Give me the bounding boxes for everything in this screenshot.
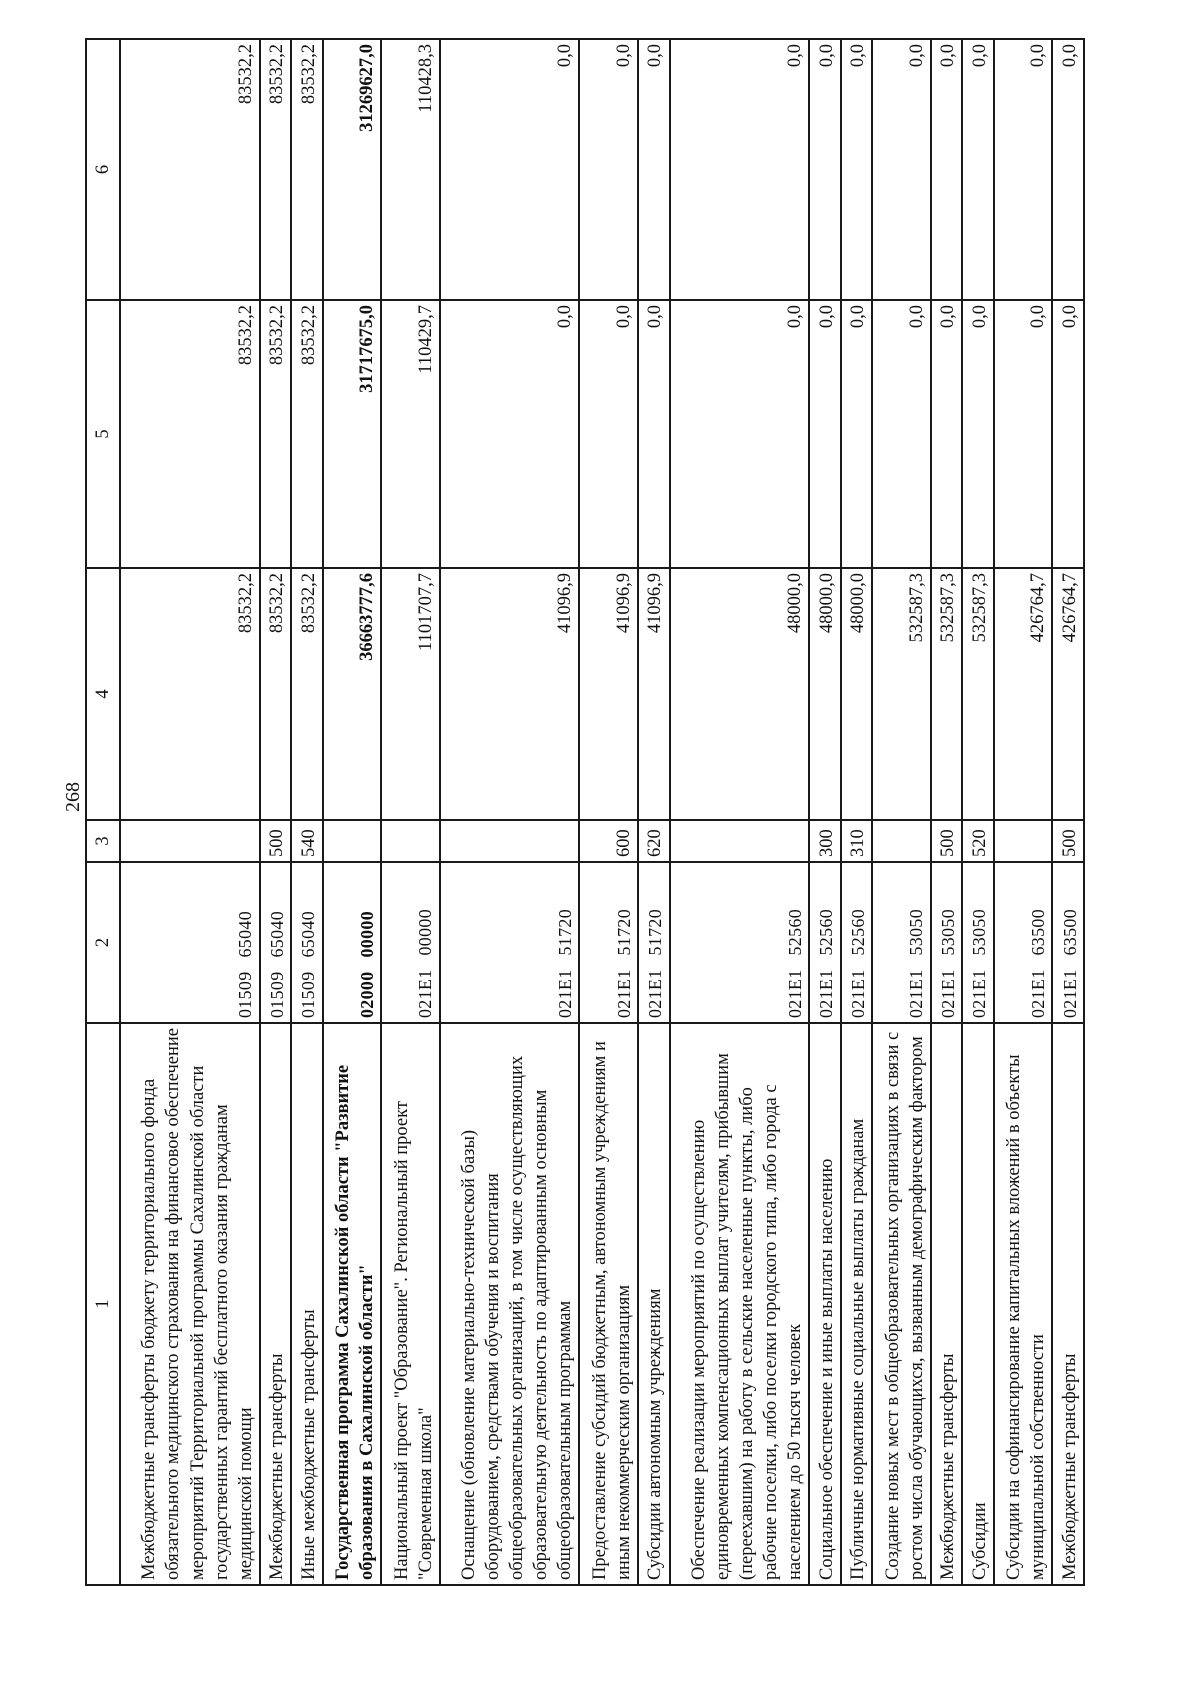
value-col-6: 0,0: [872, 39, 931, 300]
program-code: 01509: [298, 971, 319, 1018]
value-col-6: 0,0: [809, 39, 841, 300]
rotated-table-container: [85, 40, 1085, 1586]
program-code: 021E1: [613, 969, 634, 1018]
direction-code: 53050: [937, 909, 958, 956]
value-col-6: 0,0: [1052, 39, 1084, 300]
expense-type-code: [120, 820, 260, 862]
table-row: [809, 39, 841, 1585]
row-name: Межбюджетные трансферты: [260, 1023, 292, 1585]
program-code: 021E1: [816, 969, 837, 1018]
row-name: Оснащение (обновление материально-технической базы) оборудованием, средствами обучения и воспитания общеобразовательных организаций, в том числе осуществляющих образовательную деятельность по адаптированным основным общеобразовательным программам: [440, 1023, 580, 1585]
table-row: [291, 39, 323, 1585]
table-row: [579, 39, 638, 1585]
value-col-4: 426764,7: [1052, 568, 1084, 820]
direction-code: 52560: [816, 909, 837, 956]
budget-code: [841, 862, 873, 1023]
expense-type-code: [872, 820, 931, 862]
row-name: Субсидии автономным учреждениям: [638, 1023, 670, 1585]
value-col-5: 0,0: [579, 300, 638, 568]
value-col-4: 532587,3: [962, 568, 994, 820]
value-col-4: 48000,0: [809, 568, 841, 820]
value-col-6: 0,0: [841, 39, 873, 300]
value-col-6: 83532,2: [260, 39, 292, 300]
program-code: 021E1: [906, 969, 927, 1018]
value-col-4: 41096,9: [440, 568, 580, 820]
row-name: Межбюджетные трансферты бюджету территориального фонда обязательного медицинского страхования на финансовое обеспечение мероприятий Территориальной программы Сахалинской области государственных гарантий бесплатного оказания гражданам медицинской помощи: [120, 1023, 260, 1585]
header-col-1: 1: [86, 1023, 120, 1585]
value-col-6: 0,0: [440, 39, 580, 300]
program-code: 02000: [356, 971, 377, 1018]
expense-type-code: 500: [260, 820, 292, 862]
program-code: 021E1: [555, 969, 576, 1018]
table-row: [638, 39, 670, 1585]
expense-type-code: 310: [841, 820, 873, 862]
expense-type-code: 540: [291, 820, 323, 862]
budget-code: [962, 862, 994, 1023]
direction-code: 52560: [847, 909, 868, 956]
table-row: [1052, 39, 1084, 1585]
program-code: 021E1: [784, 969, 805, 1018]
budget-code: [1052, 862, 1084, 1023]
budget-code: [291, 862, 323, 1023]
direction-code: 52560: [784, 909, 805, 956]
value-col-6: 31269627,0: [323, 39, 382, 300]
program-code: 021E1: [847, 969, 868, 1018]
direction-code: 63500: [1027, 909, 1048, 956]
row-name: Субсидии: [962, 1023, 994, 1585]
value-col-4: 83532,2: [260, 568, 292, 820]
budget-code: [872, 862, 931, 1023]
direction-code: 53050: [906, 909, 927, 956]
table-row: [260, 39, 292, 1585]
value-col-4: 532587,3: [872, 568, 931, 820]
table-row: [120, 39, 260, 1585]
value-col-5: 83532,2: [291, 300, 323, 568]
program-code: 021E1: [969, 969, 990, 1018]
value-col-5: 31717675,0: [323, 300, 382, 568]
direction-code: 65040: [235, 911, 256, 958]
value-col-5: 110429,7: [381, 300, 440, 568]
row-name: Предоставление субсидий бюджетным, автономным учреждениям и иным некоммерческим организациям: [579, 1023, 638, 1585]
value-col-5: 0,0: [440, 300, 580, 568]
value-col-5: 0,0: [931, 300, 963, 568]
expense-type-code: 500: [1052, 820, 1084, 862]
expense-type-code: [323, 820, 382, 862]
budget-code: [260, 862, 292, 1023]
budget-code: [670, 862, 810, 1023]
direction-code: 51720: [613, 909, 634, 956]
value-col-4: 1101707,7: [381, 568, 440, 820]
table-body: [120, 39, 1084, 1585]
value-col-5: 0,0: [962, 300, 994, 568]
table-row: [381, 39, 440, 1585]
row-name: Социальное обеспечение и иные выплаты населению: [809, 1023, 841, 1585]
table-row: [670, 39, 810, 1585]
value-col-5: 0,0: [670, 300, 810, 568]
value-col-6: 0,0: [931, 39, 963, 300]
expense-type-code: 500: [931, 820, 963, 862]
direction-code: 65040: [298, 911, 319, 958]
budget-code: [440, 862, 580, 1023]
value-col-4: 36663777,6: [323, 568, 382, 820]
value-col-6: 0,0: [638, 39, 670, 300]
value-col-6: 83532,2: [291, 39, 323, 300]
table-row: [962, 39, 994, 1585]
value-col-4: 48000,0: [841, 568, 873, 820]
direction-code: 00000: [356, 911, 377, 958]
value-col-6: 0,0: [670, 39, 810, 300]
direction-code: 51720: [555, 909, 576, 956]
row-name: Иные межбюджетные трансферты: [291, 1023, 323, 1585]
table-row: [841, 39, 873, 1585]
direction-code: 00000: [415, 909, 436, 956]
program-code: 021E1: [1027, 969, 1048, 1018]
table-row: [931, 39, 963, 1585]
header-col-3: 3: [86, 820, 120, 862]
row-name: Публичные нормативные социальные выплаты гражданам: [841, 1023, 873, 1585]
budget-code: [994, 862, 1053, 1023]
table-row: [323, 39, 382, 1585]
value-col-6: 110428,3: [381, 39, 440, 300]
value-col-4: 426764,7: [994, 568, 1053, 820]
value-col-5: 0,0: [872, 300, 931, 568]
direction-code: 51720: [645, 909, 666, 956]
value-col-4: 83532,2: [120, 568, 260, 820]
value-col-6: 0,0: [994, 39, 1053, 300]
budget-code: [579, 862, 638, 1023]
value-col-4: 83532,2: [291, 568, 323, 820]
value-col-5: 0,0: [809, 300, 841, 568]
table-row: [872, 39, 931, 1585]
expense-type-code: [670, 820, 810, 862]
value-col-6: 83532,2: [120, 39, 260, 300]
row-name: Обеспечение реализации мероприятий по осуществлению единовременных компенсационных выплат учителям, прибывшим (переехавшим) на работу в сельские населенные пункты, либо рабочие поселки, либо поселки городского типа, либо города с населением до 50 тысяч человек: [670, 1023, 810, 1585]
header-col-2: 2: [86, 862, 120, 1023]
row-name: Межбюджетные трансферты: [931, 1023, 963, 1585]
direction-code: 53050: [969, 909, 990, 956]
budget-code: [809, 862, 841, 1023]
value-col-6: 0,0: [579, 39, 638, 300]
value-col-5: 0,0: [994, 300, 1053, 568]
budget-code: [120, 862, 260, 1023]
expense-type-code: [994, 820, 1053, 862]
program-code: 021E1: [1059, 969, 1080, 1018]
value-col-4: 41096,9: [638, 568, 670, 820]
row-name: Создание новых мест в общеобразовательных организациях в связи с ростом числа обучающихся, вызванным демографическим фактором: [872, 1023, 931, 1585]
expense-type-code: 620: [638, 820, 670, 862]
header-col-5: 5: [86, 300, 120, 568]
value-col-4: 41096,9: [579, 568, 638, 820]
program-code: 01509: [235, 971, 256, 1018]
program-code: 01509: [266, 971, 287, 1018]
budget-code: [638, 862, 670, 1023]
budget-code: [323, 862, 382, 1023]
value-col-5: 0,0: [1052, 300, 1084, 568]
budget-code: [381, 862, 440, 1023]
budget-table: [85, 38, 1085, 1586]
table-row: [440, 39, 580, 1585]
expense-type-code: [381, 820, 440, 862]
direction-code: 65040: [266, 911, 287, 958]
direction-code: 63500: [1059, 909, 1080, 956]
row-name: Государственная программа Сахалинской области "Развитие образования в Сахалинской области": [323, 1023, 382, 1585]
budget-code: [931, 862, 963, 1023]
value-col-4: 48000,0: [670, 568, 810, 820]
value-col-4: 532587,3: [931, 568, 963, 820]
table-row: [994, 39, 1053, 1585]
page-number: 268: [62, 782, 84, 812]
value-col-5: 83532,2: [260, 300, 292, 568]
value-col-5: 0,0: [638, 300, 670, 568]
expense-type-code: 300: [809, 820, 841, 862]
program-code: 021E1: [415, 969, 436, 1018]
row-name: Национальный проект "Образование". Региональный проект "Современная школа": [381, 1023, 440, 1585]
expense-type-code: 520: [962, 820, 994, 862]
program-code: 021E1: [937, 969, 958, 1018]
expense-type-code: [440, 820, 580, 862]
header-col-4: 4: [86, 568, 120, 820]
expense-type-code: 600: [579, 820, 638, 862]
row-name: Межбюджетные трансферты: [1052, 1023, 1084, 1585]
value-col-5: 83532,2: [120, 300, 260, 568]
header-row: [86, 39, 120, 1585]
row-name: Субсидии на софинансирование капитальных вложений в объекты муниципальной собственности: [994, 1023, 1053, 1585]
value-col-5: 0,0: [841, 300, 873, 568]
value-col-6: 0,0: [962, 39, 994, 300]
program-code: 021E1: [645, 969, 666, 1018]
header-col-6: 6: [86, 39, 120, 300]
